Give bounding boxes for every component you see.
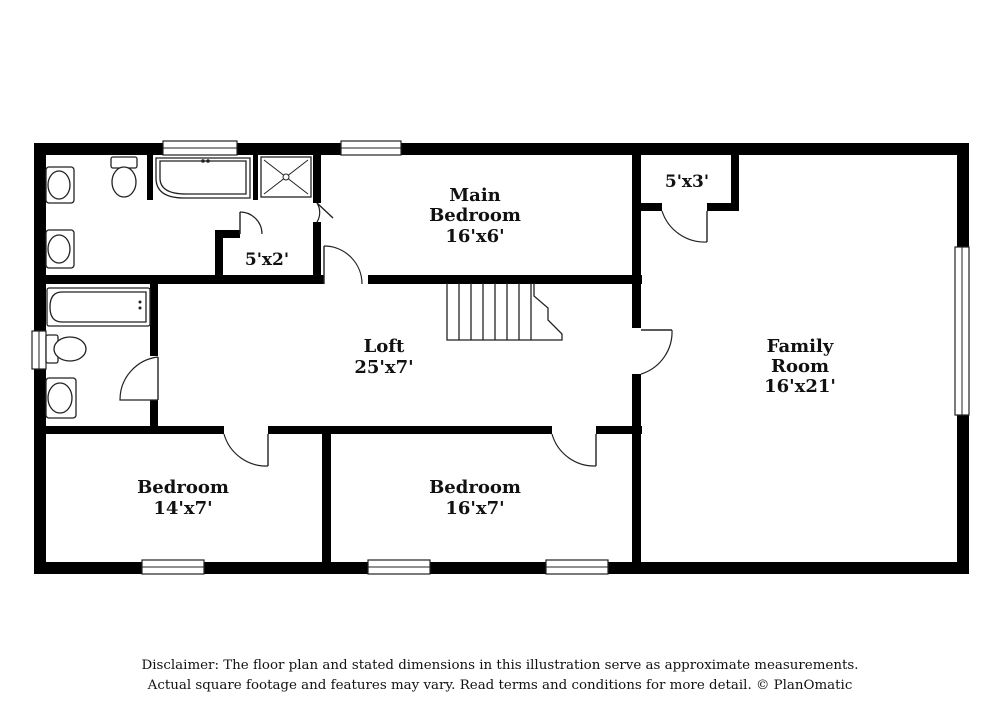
closet-small-dims: 5'x2' <box>244 250 290 270</box>
main-bedroom-label-line1: Main <box>449 185 501 206</box>
loft-label: Loft <box>363 336 405 357</box>
lower-bathroom-fixtures <box>46 288 150 418</box>
main-bedroom-label-line2: Bedroom <box>429 205 521 226</box>
bedroom-center-label: Bedroom <box>429 477 521 498</box>
main-bedroom-dims: 16'x6' <box>445 226 505 247</box>
disclaimer-line2: Actual square footage and features may vary. Read terms and conditions for more detail. © PlanOmatic <box>147 678 853 693</box>
family-room-label-line1: Family <box>766 336 834 357</box>
stairs <box>447 283 562 340</box>
loft-dims: 25'x7' <box>354 357 414 378</box>
closet-family-dims: 5'x3' <box>664 172 710 192</box>
disclaimer <box>0 656 1000 696</box>
disclaimer-line1: Disclaimer: The floor plan and stated dimensions in this illustration serve as approximate measurements. <box>141 658 859 673</box>
bedroom-left-dims: 14'x7' <box>153 498 213 519</box>
bedroom-center-dims: 16'x7' <box>445 498 505 519</box>
bedroom-left-label: Bedroom <box>137 477 229 498</box>
family-room-dims: 16'x21' <box>764 376 836 397</box>
family-room-label-line2: Room <box>770 356 830 377</box>
